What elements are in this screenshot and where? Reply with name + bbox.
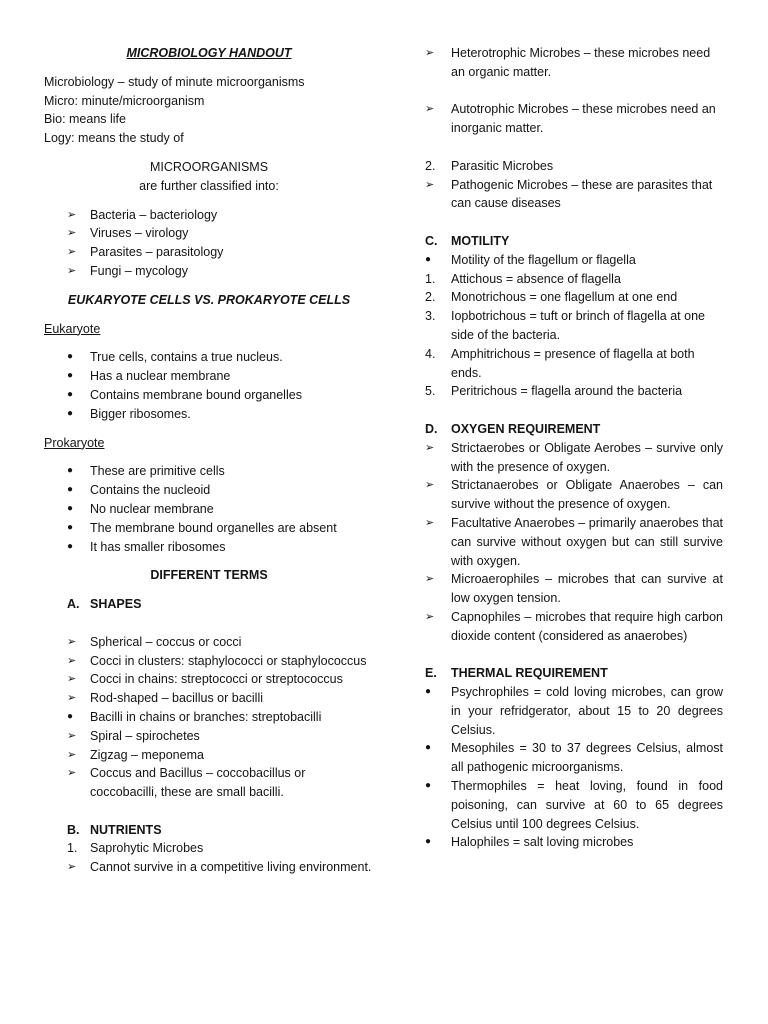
intro-line: Logy: means the study of — [44, 131, 184, 146]
list-item: ➢ Spiral – spirochetes — [44, 727, 374, 746]
list-item: ➢ Cocci in clusters: staphylococci or staphylococcus — [44, 652, 374, 671]
list-item: ● It has smaller ribosomes — [44, 538, 374, 557]
bullet-icon: ● — [67, 370, 74, 382]
arrow-bullet-icon: ➢ — [67, 673, 77, 686]
bullet-icon: ● — [67, 502, 74, 514]
shapes-heading: A. SHAPES — [67, 597, 142, 612]
trophic-list — [425, 100, 723, 138]
motility-heading: C. MOTILITY — [425, 233, 510, 248]
arrow-bullet-icon: ➢ — [425, 610, 435, 623]
list-item: ➢ Coccus and Bacillus – coccobacillus or coccobacilli, these are small bacilli. — [67, 766, 306, 800]
arrow-bullet-icon: ➢ — [425, 573, 435, 586]
list-item: 3. Iopbotrichous = tuft or brinch of flagella at one side of the bacteria. — [425, 309, 705, 342]
cells-heading: EUKARYOTE CELLS VS. PROKARYOTE CELLS — [67, 292, 351, 307]
terms-heading: DIFFERENT TERMS — [150, 568, 268, 583]
list-item: ➢ Pathogenic Microbes – these are parasites that can cause diseases — [425, 177, 713, 211]
classify-heading: MICROORGANISMS — [149, 159, 269, 174]
oxygen-list — [425, 439, 723, 646]
eukaryote-heading: Eukaryote — [44, 321, 101, 336]
list-item: ➢ Strictanaerobes or Obligate Anaerobes – can survive without the presence of oxygen. — [425, 478, 723, 512]
intro-line: Bio: means life — [44, 112, 126, 127]
arrow-bullet-icon: ➢ — [425, 516, 435, 529]
document-title: MICROBIOLOGY HANDOUT — [126, 46, 292, 60]
arrow-bullet-icon: ➢ — [67, 692, 77, 705]
list-item: 5. Peritrichous = flagella around the bacteria — [425, 384, 683, 399]
list-item: ➢ Heterotrophic Microbes – these microbes need an organic matter. — [425, 46, 711, 79]
list-item: ● Bacilli in chains or branches: streptobacilli — [44, 708, 374, 727]
thermal-heading: E. THERMAL REQUIREMENT — [425, 666, 608, 681]
list-item: ● Has a nuclear membrane — [44, 367, 374, 386]
list-item: ➢ Cocci in chains: streptococci or streptococcus — [44, 670, 374, 689]
list-item: ● Halophiles = salt loving microbes — [425, 833, 723, 852]
bullet-icon: ● — [425, 742, 432, 754]
list-item: 2. Monotrichous = one flagellum at one end — [425, 290, 678, 305]
list-item: ● Contains membrane bound organelles — [44, 386, 374, 405]
bullet-icon: ● — [67, 484, 74, 496]
bullet-icon: ● — [425, 836, 432, 848]
list-item: ➢ Zigzag – meponema — [44, 746, 374, 765]
list-item: ➢ Fungi – mycology — [44, 262, 374, 281]
prokaryote-heading: Prokaryote — [44, 435, 105, 450]
list-item: ● Psychrophiles = cold loving microbes, can grow in your refridgerator, about 15 to 20 degrees Celsius. — [425, 685, 723, 737]
intro-line: Micro: minute/microorganism — [44, 93, 205, 108]
arrow-bullet-icon: ➢ — [67, 861, 77, 874]
eukaryote-list — [44, 348, 374, 423]
list-item: ➢ Bacteria – bacteriology — [44, 206, 374, 225]
bullet-icon: ● — [67, 388, 74, 400]
list-item: ● Bigger ribosomes. — [44, 405, 374, 424]
list-item: ● Contains the nucleoid — [44, 481, 374, 500]
classify-subheading: are further classified into: — [139, 178, 279, 193]
thermal-list — [425, 683, 723, 852]
bullet-icon: ● — [67, 540, 74, 552]
parasitic-list — [425, 176, 723, 214]
list-item: ➢ Rod-shaped – bacillus or bacilli — [44, 689, 374, 708]
parasitic-label: 2. Parasitic Microbes — [425, 158, 554, 173]
arrow-bullet-icon: ➢ — [67, 227, 77, 240]
bullet-icon: ● — [67, 710, 74, 722]
bullet-icon: ● — [67, 351, 74, 363]
list-item: ➢ Capnophiles – microbes that require high carbon dioxide content (considered as anaerobes) — [425, 609, 723, 643]
saprophytic-list — [44, 858, 374, 877]
list-item: 1. Attichous = absence of flagella — [425, 271, 621, 286]
list-item: ➢ Strictaerobes or Obligate Aerobes – survive only with the presence of oxygen. — [425, 440, 723, 474]
bullet-icon: ● — [425, 253, 432, 265]
classify-list — [44, 206, 374, 281]
arrow-bullet-icon: ➢ — [67, 208, 77, 221]
list-item: ● Motility of the flagellum or flagella — [425, 251, 723, 270]
shapes-list — [44, 633, 374, 802]
arrow-bullet-icon: ➢ — [425, 178, 435, 191]
bullet-icon: ● — [67, 465, 74, 477]
arrow-bullet-icon: ➢ — [67, 654, 77, 667]
motility-list — [425, 270, 723, 402]
list-item: ● These are primitive cells — [44, 462, 374, 481]
intro-line: Microbiology – study of minute microorganisms — [44, 74, 305, 89]
arrow-bullet-icon: ➢ — [67, 767, 77, 780]
list-item: ➢ Spherical – coccus or cocci — [44, 633, 374, 652]
arrow-bullet-icon: ➢ — [67, 246, 77, 259]
bullet-icon: ● — [425, 686, 432, 698]
trophic-list — [425, 44, 723, 82]
arrow-bullet-icon: ➢ — [425, 103, 435, 116]
list-item: ➢ Viruses – virology — [44, 224, 374, 243]
arrow-bullet-icon: ➢ — [425, 479, 435, 492]
right-column — [425, 44, 723, 852]
left-column — [44, 44, 374, 877]
saprophytic-label: 1. Saprohytic Microbes — [67, 841, 204, 856]
prokaryote-list — [44, 462, 374, 556]
bullet-icon: ● — [67, 521, 74, 533]
list-item: ➢ Cannot survive in a competitive living environment. — [44, 858, 374, 877]
list-item: ➢ Microaerophiles – microbes that can survive at low oxygen tension. — [425, 572, 723, 606]
arrow-bullet-icon: ➢ — [67, 748, 77, 761]
bullet-icon: ● — [425, 780, 432, 792]
arrow-bullet-icon: ➢ — [425, 47, 435, 59]
bullet-icon: ● — [67, 407, 74, 419]
list-item: ➢ Facultative Anaerobes – primarily anaerobes that can survive without oxygen but can still survive with oxygen. — [425, 515, 723, 568]
nutrients-heading: B. NUTRIENTS — [67, 822, 162, 837]
list-item: ➢ Parasites – parasitology — [44, 243, 374, 262]
list-item: 4. Amphitrichous = presence of flagella at both ends. — [425, 346, 695, 380]
arrow-bullet-icon: ➢ — [425, 441, 435, 454]
list-item: ➢ Autotrophic Microbes – these microbes need an inorganic matter. — [425, 102, 716, 136]
list-item: ● No nuclear membrane — [44, 500, 374, 519]
list-item: ● True cells, contains a true nucleus. — [44, 348, 374, 367]
list-item: ● Thermophiles = heat loving, found in food poisoning, can survive at 60 to 65 degrees Celsius until 100 degrees Celsius. — [425, 779, 723, 831]
arrow-bullet-icon: ➢ — [67, 264, 77, 277]
list-item: ● Mesophiles = 30 to 37 degrees Celsius, almost all pathogenic microorganisms. — [425, 741, 723, 775]
oxygen-heading: D. OXYGEN REQUIREMENT — [425, 421, 601, 436]
list-item: ● The membrane bound organelles are absent — [44, 519, 374, 538]
arrow-bullet-icon: ➢ — [67, 729, 77, 742]
arrow-bullet-icon: ➢ — [67, 635, 77, 648]
